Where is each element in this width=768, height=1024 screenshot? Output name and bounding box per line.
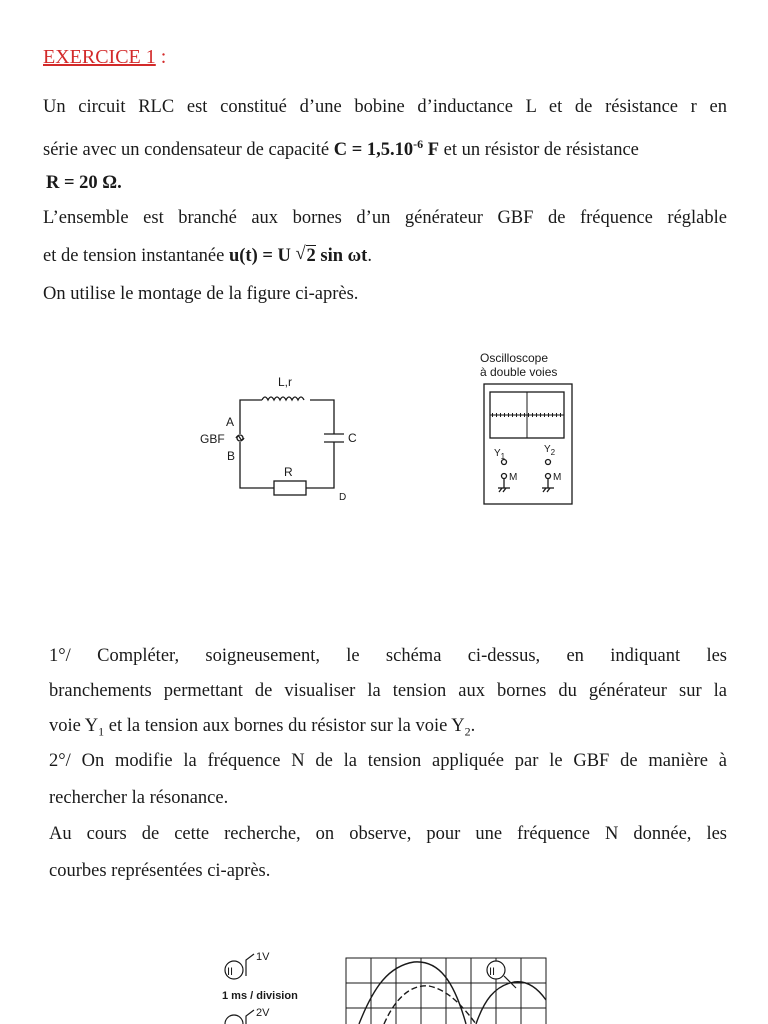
question-2-line-3: Au cours de cette recherche, on observe, pour une fréquence N donnée, les [49,824,727,844]
capacitance-mantissa: C = 1,5.10 [333,140,414,161]
q1-sub-1: 1 [98,724,105,739]
label-c: C [348,431,357,445]
intro-line-2-end: et un résistor de résistance [439,140,639,161]
resistance-value: R = 20 Ω. [46,173,122,193]
rlc-circuit-diagram [196,372,366,504]
label-a: A [226,415,235,429]
intro-line-5 [43,245,372,267]
label-y2-letter: Y [544,444,551,455]
oscilloscope-title-2: à double voies [480,365,558,379]
question-2-line-2: rechercher la résonance. [49,788,229,808]
intro-line-5-period: . [367,246,372,266]
intro-line-5-text: et de tension instantanée [43,246,229,266]
intro-line-2 [43,133,639,161]
label-lr: L,r [278,375,293,389]
oscilloscope-diagram [474,348,584,508]
question-2-line-4: courbes représentées ci-après. [49,861,271,881]
sqrt-symbol: √ 2 [295,244,316,266]
label-y2 [544,444,556,457]
exercise-title-text: EXERCICE 1 [43,46,156,68]
label-y2-sub: 2 [550,448,556,457]
sqrt-argument: 2 [306,246,316,266]
label-y1-letter: Y [494,448,501,459]
label-r: R [284,465,293,479]
channel-1-scale: 1V [256,951,270,963]
exercise-title-suffix: : [155,46,167,68]
capacitance-unit: F [423,140,440,161]
curve-marker: II [489,966,496,978]
label-y1-sub: 1 [500,452,506,461]
capacitance-value [333,137,440,161]
time-scale: 1 ms / division [222,990,298,1002]
exercise-title [43,46,166,69]
voltage-expression [229,246,367,266]
voltage-expression-start: u(t) = U [228,246,291,266]
q1-sub-2: 2 [464,724,471,739]
question-1-line-3 [49,715,475,743]
label-m2: M [553,472,562,483]
oscilloscope-title-1: Oscilloscope [480,351,549,365]
q1-voie-y1: voie Y [49,716,99,736]
intro-line-4: L’ensemble est branché aux bornes d’un générateur GBF de fréquence réglable [43,208,727,228]
voltage-expression-end: sin ωt [315,246,368,266]
question-1-line-1: 1°/ Compléter, soigneusement, le schéma ci-dessus, en indiquant les [49,646,727,666]
capacitance-exponent: -6 [413,137,424,151]
intro-line-6: On utilise le montage de la figure ci-après. [43,284,359,304]
label-y1 [494,448,506,461]
question-1-line-2: branchements permettant de visualiser la tension aux bornes du générateur sur la [49,681,727,701]
channel-2-scale: 2V [256,1007,270,1019]
channel-1-marker: II [227,966,234,978]
intro-line-2-text: série avec un condensateur de capacité [43,140,334,161]
q1-line-3-mid: et la tension aux bornes du résistor sur la voie Y [104,716,465,736]
label-b: B [227,449,236,463]
intro-line-1: Un circuit RLC est constitué d’une bobine d’inductance L et de résistance r en [43,97,727,117]
q1-line-3-end: . [470,716,476,736]
intro-line-3 [46,172,122,194]
label-gbf: GBF [200,432,225,446]
label-d: D [339,492,347,503]
oscillogram-figure [214,946,554,1024]
question-2-line-1: 2°/ On modifie la fréquence N de la tension appliquée par le GBF de manière à [49,751,727,771]
label-m1: M [509,472,518,483]
